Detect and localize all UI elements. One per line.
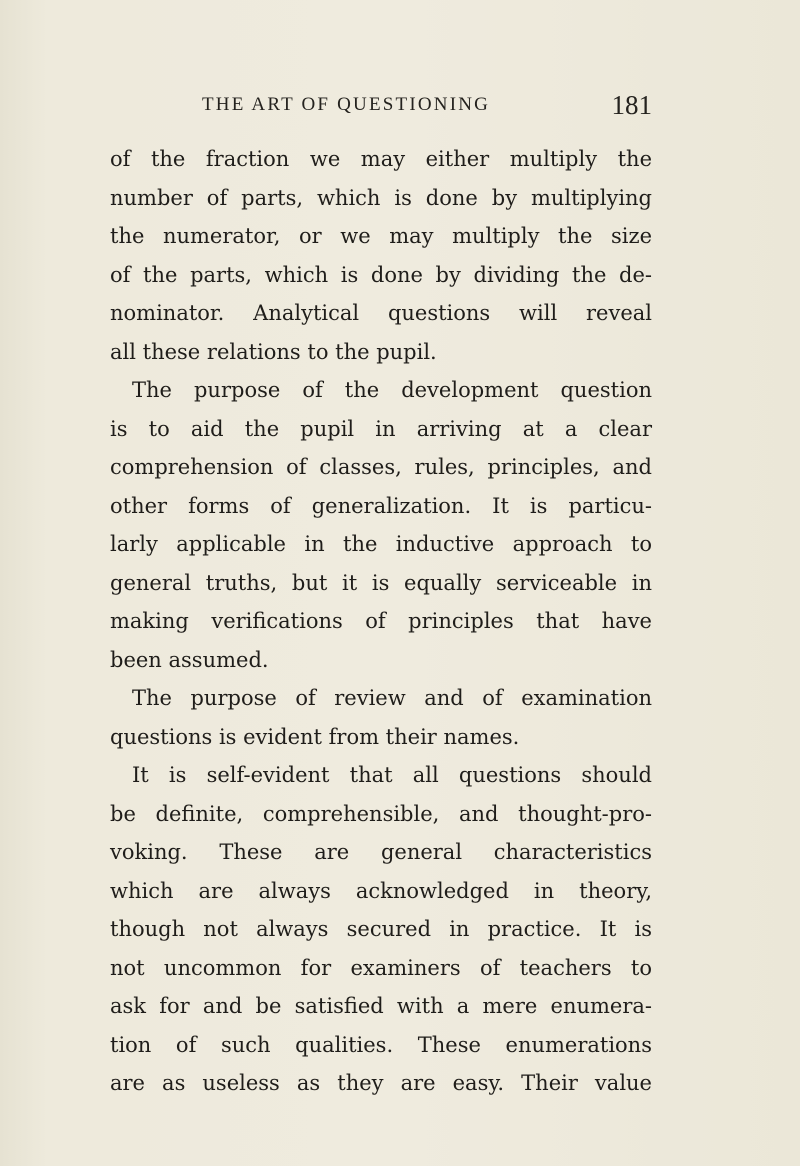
text-line: comprehension of classes, rules, principles, and (110, 455, 652, 479)
text-line: of the fraction we may either multiply the (110, 147, 652, 171)
text-line: making verifications of principles that have (110, 609, 652, 633)
running-title: THE ART OF QUESTIONING (202, 94, 491, 115)
text-line: not uncommon for examiners of teachers to (110, 955, 652, 980)
text-line: all these relations to the pupil. (110, 339, 437, 364)
text-line: number of parts, which is done by multiplying (110, 185, 652, 210)
text-line: It is self-evident that all questions should (132, 763, 652, 787)
text-line: the numerator, or we may multiply the size (110, 224, 652, 248)
text-line: other forms of generalization. It is particu- (110, 493, 652, 518)
page-number: 181 (611, 90, 652, 120)
text-line: though not always secured in practice. It is (110, 917, 652, 941)
text-line: The purpose of the development question (132, 378, 652, 402)
text-line: is to aid the pupil in arriving at a clear (110, 416, 652, 441)
text-line: larly applicable in the inductive approach to (110, 532, 652, 556)
body-text (110, 140, 652, 1103)
running-head (110, 90, 652, 126)
text-line: general truths, but it is equally serviceable in (110, 570, 652, 595)
text-line: of the parts, which is done by dividing the de- (110, 262, 652, 287)
text-line: nominator. Analytical questions will reveal (110, 301, 652, 325)
text-line: which are always acknowledged in theory, (110, 878, 652, 903)
text-line: The purpose of review and of examination (132, 686, 652, 710)
text-line: are as useless as they are easy. Their value (110, 1071, 652, 1095)
text-line: questions is evident from their names. (110, 724, 520, 749)
text-line: ask for and be satisfied with a mere enumera- (110, 994, 652, 1018)
text-line: voking. These are general characteristics (110, 840, 652, 864)
text-line: be definite, comprehensible, and thought-pro- (110, 801, 652, 826)
text-line: been assumed. (110, 647, 269, 672)
text-line: tion of such qualities. These enumerations (110, 1032, 652, 1057)
